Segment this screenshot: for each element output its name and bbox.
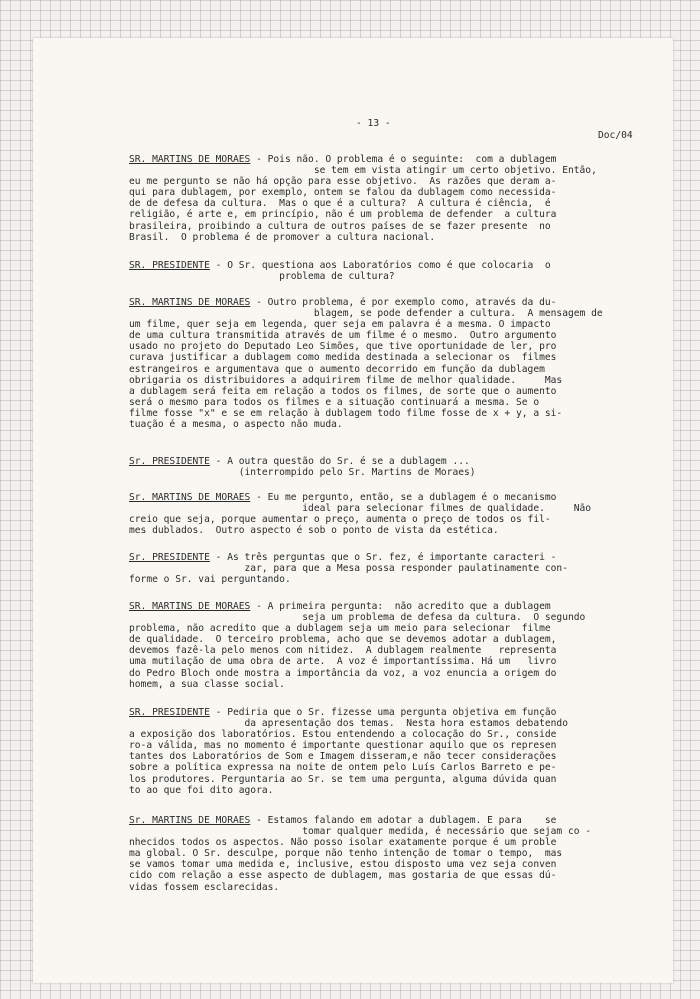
speech-text: - Outro problema, é por exemplo como, através da du- bbox=[250, 297, 557, 308]
speech-block bbox=[129, 492, 649, 536]
speech-line: forme o Sr. vai perguntando. bbox=[129, 574, 291, 586]
speech-line: problema, não acredito que a dublagem seja um meio para selecionar filme bbox=[129, 623, 551, 635]
speech-text: - A primeira pergunta: não acredito que a dublagem bbox=[250, 601, 551, 612]
speech-line: homem, a sua classe social. bbox=[129, 678, 285, 690]
speech-line: sobre a política expressa na noite de ontem pelo Luís Carlos Barreto e pe- bbox=[129, 762, 557, 774]
speech-line: a exposição dos laboratórios. Estou entendendo a colocação do Sr., conside bbox=[129, 729, 557, 741]
speech-block bbox=[129, 815, 649, 893]
speaker-name: SR. PRESIDENTE bbox=[129, 707, 210, 718]
document-code: Doc/04 bbox=[598, 130, 633, 141]
speech-line: eu me pergunto se não há opção para esse objetivo. As razões que deram a- bbox=[129, 176, 557, 188]
speech-line: brasileira, proibindo a cultura de outros países de se fazer presente no bbox=[129, 220, 551, 232]
speech-block bbox=[129, 707, 649, 796]
speech-line: estrangeiros e argumentava que o aumento decorrido em função da dublagem bbox=[129, 363, 545, 375]
speech-line: blagem, se pode defender a cultura. A mensagem de bbox=[129, 308, 603, 320]
speech-line: uma mutilação de uma obra de arte. A voz é importantíssima. Há um livro bbox=[129, 656, 557, 668]
speaker-name: Sr. PRESIDENTE bbox=[129, 456, 210, 467]
speech-line: de uma cultura transmitida através de um filme é o mesmo. Outro argumento bbox=[129, 330, 557, 342]
speech-text: - As três perguntas que o Sr. fez, é importante caracteri - bbox=[209, 552, 557, 563]
speech-line: nhecidos todos os aspectos. Não posso isolar exatamente porque é um proble bbox=[129, 837, 557, 849]
speech-line: Brasil. O problema é de promover a cultura nacional. bbox=[129, 231, 436, 243]
speech-block bbox=[129, 552, 649, 585]
speaker-name: SR. MARTINS DE MORAES bbox=[129, 601, 251, 612]
speech-line: to ao que foi dito agora. bbox=[129, 784, 274, 796]
speech-line: ro-a válida, mas no momento é importante questionar aquilo que os represen bbox=[129, 740, 557, 752]
speaker-name: SR. MARTINS DE MORAES bbox=[129, 154, 251, 165]
speech-line: tantes dos Laboratórios de Som e Imagem disseram,e não tecer considerações bbox=[129, 751, 557, 763]
speech-block bbox=[129, 456, 649, 478]
speaker-name: SR. MARTINS DE MORAES bbox=[129, 297, 251, 308]
speech-line: tuação é a mesma, o aspecto não muda. bbox=[129, 419, 343, 431]
speech-block bbox=[129, 154, 649, 243]
speech-line: usado no projeto do Deputado Leo Simões, que tive oportunidade de ler, pro bbox=[129, 341, 557, 353]
speech-line: tomar qualquer medida, é necessário que sejam co - bbox=[129, 826, 592, 838]
speech-line: de de defesa da cultura. Mas o que é a cultura? A cultura é ciência, é bbox=[129, 198, 551, 210]
speech-line: zar, para que a Mesa possa responder paulatinamente con- bbox=[129, 563, 568, 575]
speech-text: - O Sr. questiona aos Laboratórios como é que colocaria o bbox=[209, 260, 551, 271]
speech-line: da apresentação dos temas. Nesta hora estamos debatendo bbox=[129, 718, 568, 730]
speech-line: ma global. O Sr. desculpe, porque não tenho intenção de tomar o tempo, mas bbox=[129, 848, 563, 860]
speech-line: um filme, quer seja em legenda, quer seja em palavra é a mesma. O impacto bbox=[129, 319, 551, 331]
speech-line: se tem em vista atingir um certo objetivo. Então, bbox=[129, 165, 597, 177]
speech-line: qui para dublagem, por exemplo, ontem se falou da dublagem como necessida- bbox=[129, 187, 557, 199]
speech-line: seja um problema de defesa da cultura. O segundo bbox=[129, 612, 586, 624]
speech-block bbox=[129, 601, 649, 690]
page-number: - 13 - bbox=[356, 118, 391, 129]
speaker-name: Sr. PRESIDENTE bbox=[129, 552, 210, 563]
speech-line: los produtores. Perguntaria ao Sr. se tem uma pergunta, alguma dúvida quan bbox=[129, 773, 557, 785]
speech-line: devemos fazê-la pelo menos com nitidez. A dublagem realmente representa bbox=[129, 645, 557, 657]
speech-line: a dublagem será feita em relação a todos os filmes, de sorte que o aumento bbox=[129, 385, 557, 397]
speech-line: creio que seja, porque aumentar o preço, aumenta o preço de todos os fil- bbox=[129, 514, 551, 526]
speech-line: religião, é arte e, em princípio, não é um problema de defender a cultura bbox=[129, 209, 557, 221]
speaker-name: Sr. MARTINS DE MORAES bbox=[129, 815, 251, 826]
speech-text: - A outra questão do Sr. é se a dublagem ... bbox=[209, 456, 470, 467]
speech-text: - Estamos falando em adotar a dublagem. E para se bbox=[250, 815, 557, 826]
speech-text: - Eu me pergunto, então, se a dublagem é o mecanismo bbox=[250, 492, 557, 503]
speech-line: será o mesmo para todos os filmes e a situação continuará a mesma. Se o bbox=[129, 396, 540, 408]
speech-line: filme fosse "x" e se em relação à dublagem todo filme fosse de x + y, a si- bbox=[129, 407, 563, 419]
speech-line: obrigaria os distribuidores a adquirirem filme de melhor qualidade. Mas bbox=[129, 374, 563, 386]
speech-line: vidas fossem esclarecidas. bbox=[129, 881, 280, 893]
document-page bbox=[33, 38, 673, 983]
speech-text: - Pediria que o Sr. fizesse uma pergunta objetiva em função bbox=[209, 707, 557, 718]
speech-line: ideal para selecionar filmes de qualidade. Não bbox=[129, 503, 592, 515]
speech-line: se vamos tomar uma medida e, inclusive, estou disposto uma vez seja conven bbox=[129, 859, 557, 871]
speech-line: (interrompido pelo Sr. Martins de Moraes) bbox=[129, 467, 476, 479]
speech-line: do Pedro Bloch onde mostra a importância da voz, a voz enuncia a origem do bbox=[129, 667, 557, 679]
speaker-name: SR. PRESIDENTE bbox=[129, 260, 210, 271]
speech-line: problema de cultura? bbox=[129, 271, 395, 283]
speech-line: de qualidade. O terceiro problema, acho que se devemos adotar a dublagem, bbox=[129, 634, 557, 646]
speaker-name: Sr. MARTINS DE MORAES bbox=[129, 492, 251, 503]
speech-block bbox=[129, 297, 649, 430]
speech-block bbox=[129, 260, 649, 282]
speech-text: - Pois não. O problema é o seguinte: com a dublagem bbox=[250, 154, 557, 165]
speech-line: curava justificar a dublagem como medida destinada a selecionar os filmes bbox=[129, 352, 557, 364]
speech-line: mes dublados. Outro aspecto é sob o ponto de vista da estética. bbox=[129, 525, 499, 537]
speech-line: cido com relação a esse aspecto de dublagem, mas gostaria de que essas dú- bbox=[129, 870, 557, 882]
